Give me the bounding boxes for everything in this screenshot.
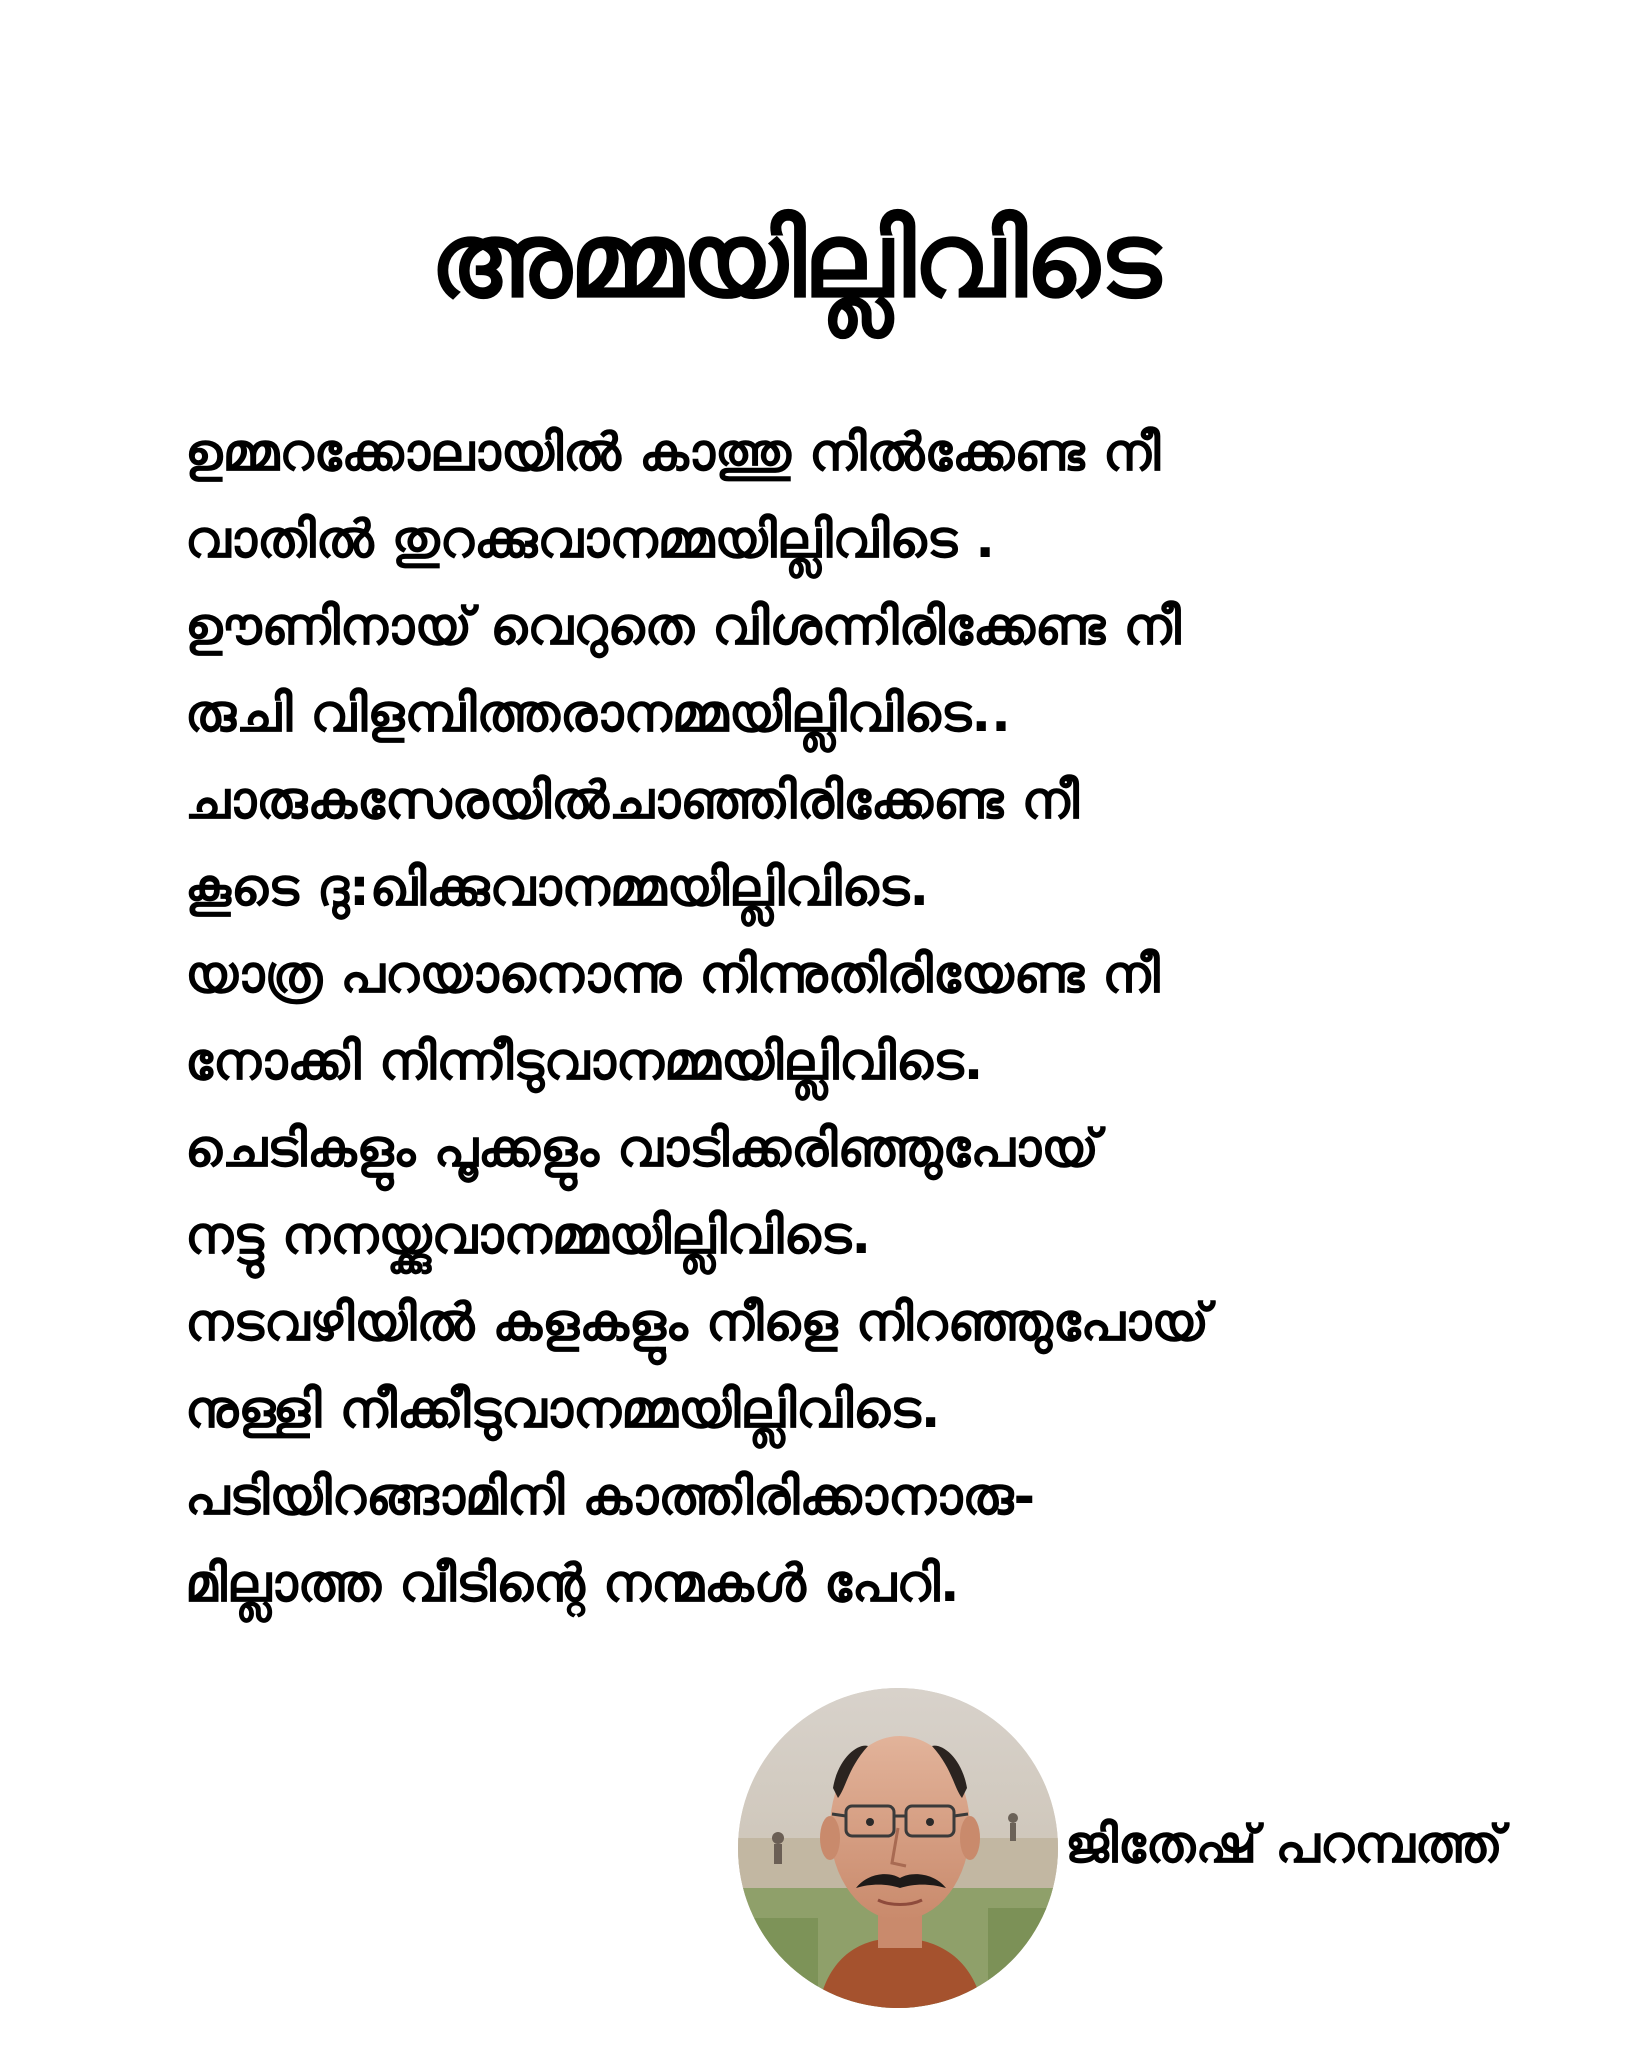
poem-line-3: ഊണിനായ് വെറുതെ വിശന്നിരിക്കേണ്ട നീ xyxy=(185,597,1181,657)
poem-line-1: ഉമ്മറക്കോലായിൽ കാത്തു നിൽക്കേണ്ട നീ xyxy=(185,423,1161,483)
poem-line-8: നോക്കി നിന്നീടുവാനമ്മയില്ലിവിടെ. xyxy=(185,1032,984,1092)
poem-line-14: മില്ലാത്ത വീടിന്റെ നന്മകൾ പേറി. xyxy=(185,1554,960,1614)
poem-line-10: നട്ടു നനയ്ക്കുവാനമ്മയില്ലിവിടെ. xyxy=(185,1206,872,1266)
poem-body xyxy=(185,410,1505,1628)
poem-line-7: യാത്ര പറയാനൊന്നു നിന്നുതിരിയേണ്ട നീ xyxy=(185,945,1160,1005)
poem-line-12: നുള്ളി നീക്കീടുവാനമ്മയില്ലിവിടെ. xyxy=(185,1380,941,1440)
poem-line-6: കൂടെ ദു:ഖിക്കുവാനമ്മയില്ലിവിടെ. xyxy=(185,858,930,918)
poem-title: അമ്മയില്ലിവിടെ xyxy=(430,199,1159,321)
poem-line-4: രുചി വിളമ്പിത്തരാനമ്മയില്ലിവിടെ.. xyxy=(185,684,1011,744)
poem-line-11: നടവഴിയിൽ കളകളും നീളെ നിറഞ്ഞുപോയ് xyxy=(185,1293,1210,1353)
poem-line-9: ചെടികളും പൂക്കളും വാടിക്കരിഞ്ഞുപോയ് xyxy=(185,1119,1099,1179)
author-name: ജിതേഷ് പറമ്പത്ത് xyxy=(1065,1815,1503,1875)
author-photo xyxy=(738,1688,1058,2008)
poem-line-13: പടിയിറങ്ങാമിനി കാത്തിരിക്കാനാരു- xyxy=(185,1467,1036,1527)
poem-line-5: ചാരുകസേരയിൽചാഞ്ഞിരിക്കേണ്ട നീ xyxy=(185,771,1079,831)
poem-line-2: വാതിൽ തുറക്കുവാനമ്മയില്ലിവിടെ . xyxy=(185,510,996,570)
author-portrait-image xyxy=(738,1688,1058,2008)
